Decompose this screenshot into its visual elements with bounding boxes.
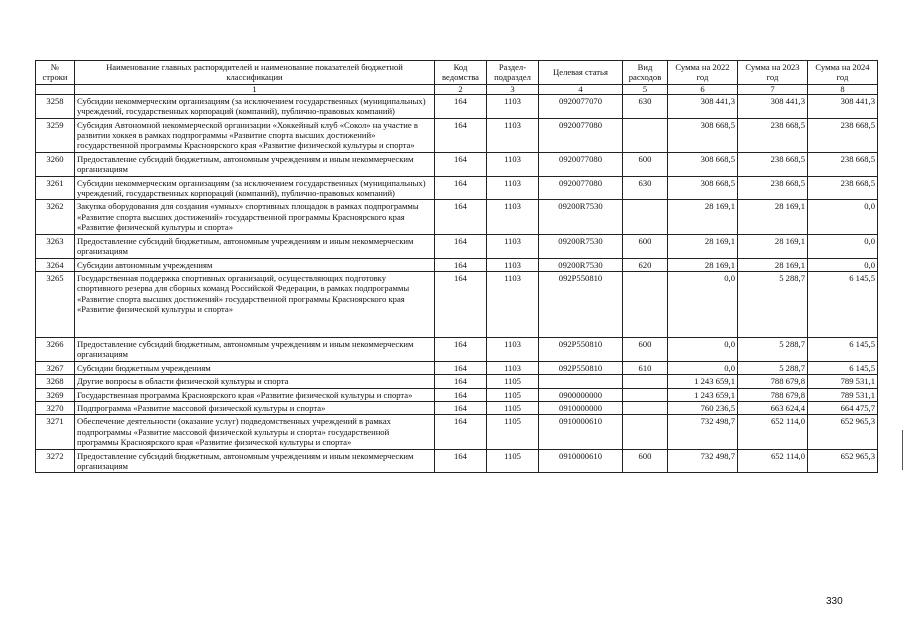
- row-sum-2022: 732 498,7: [668, 449, 738, 473]
- table-row: [36, 388, 878, 401]
- row-sum-2023: 28 169,1: [738, 234, 808, 258]
- table-row: [36, 271, 878, 337]
- row-sum-2024: 0,0: [808, 234, 878, 258]
- row-sum-2022: 28 169,1: [668, 258, 738, 271]
- row-target-article: 0920077080: [539, 118, 623, 152]
- header-section: Раздел-подраздел: [487, 61, 539, 85]
- row-dept-code: 164: [435, 361, 487, 374]
- row-dept-code: 164: [435, 401, 487, 414]
- row-sum-2023: 28 169,1: [738, 200, 808, 234]
- row-sum-2024: 0,0: [808, 200, 878, 234]
- row-sum-2022: 0,0: [668, 337, 738, 361]
- table-row: [36, 118, 878, 152]
- row-sum-2023: 652 114,0: [738, 415, 808, 449]
- row-expense-type: 600: [623, 449, 668, 473]
- column-number: 7: [738, 84, 808, 94]
- row-expense-type: 630: [623, 176, 668, 200]
- row-name: Субсидии бюджетным учреждениям: [75, 361, 435, 374]
- header-expense-type: Вид расходов: [623, 61, 668, 85]
- table-row: [36, 94, 878, 118]
- row-section: 1103: [487, 94, 539, 118]
- column-number: 6: [668, 84, 738, 94]
- row-dept-code: 164: [435, 258, 487, 271]
- row-dept-code: 164: [435, 449, 487, 473]
- row-expense-type: 630: [623, 94, 668, 118]
- row-name: Субсидии некоммерческим организациям (за исключением государственных (муниципальных) учреждений, государственных корпораций (компаний), публично-правовых компаний): [75, 176, 435, 200]
- row-number: 3258: [36, 94, 75, 118]
- row-sum-2022: 308 668,5: [668, 152, 738, 176]
- row-name: Закупка оборудования для создания «умных» спортивных площадок в рамках подпрограммы «Развитие спорта высших достижений» государственной программы Красноярского края «Развитие физической культуры и спорта»: [75, 200, 435, 234]
- row-sum-2024: 238 668,5: [808, 118, 878, 152]
- row-sum-2024: 6 145,5: [808, 271, 878, 337]
- header-row-no: № строки: [36, 61, 75, 85]
- table-row: [36, 258, 878, 271]
- row-section: 1105: [487, 415, 539, 449]
- row-number: 3272: [36, 449, 75, 473]
- row-sum-2023: 788 679,8: [738, 375, 808, 388]
- row-sum-2023: 5 288,7: [738, 271, 808, 337]
- row-sum-2022: 28 169,1: [668, 200, 738, 234]
- row-sum-2022: 760 236,5: [668, 401, 738, 414]
- table-row: [36, 401, 878, 414]
- row-section: 1105: [487, 388, 539, 401]
- column-number: 5: [623, 84, 668, 94]
- row-section: 1103: [487, 258, 539, 271]
- row-sum-2024: 789 531,1: [808, 388, 878, 401]
- row-section: 1103: [487, 234, 539, 258]
- row-expense-type: [623, 271, 668, 337]
- row-dept-code: 164: [435, 152, 487, 176]
- row-sum-2022: 308 441,3: [668, 94, 738, 118]
- row-sum-2024: 238 668,5: [808, 152, 878, 176]
- table-row: [36, 234, 878, 258]
- table-row: [36, 361, 878, 374]
- row-dept-code: 164: [435, 375, 487, 388]
- row-sum-2023: 5 288,7: [738, 361, 808, 374]
- header-dept-code: Код ведомства: [435, 61, 487, 85]
- row-name: Предоставление субсидий бюджетным, автономным учреждениям и иным некоммерческим организациям: [75, 234, 435, 258]
- row-dept-code: 164: [435, 234, 487, 258]
- row-dept-code: 164: [435, 415, 487, 449]
- row-sum-2023: 308 441,3: [738, 94, 808, 118]
- row-name: Субсидии некоммерческим организациям (за исключением государственных (муниципальных) учреждений, государственных корпораций (компаний), публично-правовых компаний): [75, 94, 435, 118]
- row-section: 1105: [487, 375, 539, 388]
- row-sum-2023: 663 624,4: [738, 401, 808, 414]
- row-section: 1103: [487, 176, 539, 200]
- row-dept-code: 164: [435, 118, 487, 152]
- row-expense-type: 610: [623, 361, 668, 374]
- column-number: 4: [539, 84, 623, 94]
- row-number: 3262: [36, 200, 75, 234]
- row-sum-2024: 789 531,1: [808, 375, 878, 388]
- page-number: 330: [826, 596, 843, 607]
- row-name: Субсидия Автономной некоммерческой организации «Хоккейный клуб «Сокол» на участие в развитии хоккея в рамках подпрограммы «Развитие спорта высших достижений» государственной программы Красноярского края «Развитие физической культуры и спорта»: [75, 118, 435, 152]
- row-sum-2023: 238 668,5: [738, 152, 808, 176]
- row-dept-code: 164: [435, 388, 487, 401]
- row-sum-2023: 788 679,8: [738, 388, 808, 401]
- row-sum-2024: 664 475,7: [808, 401, 878, 414]
- row-number: 3271: [36, 415, 75, 449]
- row-section: 1103: [487, 152, 539, 176]
- row-sum-2023: 652 114,0: [738, 449, 808, 473]
- row-expense-type: [623, 200, 668, 234]
- row-number: 3261: [36, 176, 75, 200]
- row-name: Подпрограмма «Развитие массовой физической культуры и спорта»: [75, 401, 435, 414]
- row-section: 1105: [487, 449, 539, 473]
- row-number: 3259: [36, 118, 75, 152]
- row-number: 3268: [36, 375, 75, 388]
- row-sum-2024: 0,0: [808, 258, 878, 271]
- row-sum-2023: 28 169,1: [738, 258, 808, 271]
- row-target-article: 0920077080: [539, 176, 623, 200]
- header-target-article: Целевая статья: [539, 61, 623, 85]
- table-row: [36, 176, 878, 200]
- header-name: Наименование главных распорядителей и наименование показателей бюджетной классификации: [75, 61, 435, 85]
- row-sum-2023: 238 668,5: [738, 118, 808, 152]
- row-section: 1103: [487, 361, 539, 374]
- header-sum-2023: Сумма на 2023 год: [738, 61, 808, 85]
- row-number: 3267: [36, 361, 75, 374]
- row-sum-2024: 652 965,3: [808, 415, 878, 449]
- row-number: 3269: [36, 388, 75, 401]
- column-number: [36, 84, 75, 94]
- header-sum-2022: Сумма на 2022 год: [668, 61, 738, 85]
- row-target-article: 092P550810: [539, 271, 623, 337]
- row-sum-2024: 6 145,5: [808, 337, 878, 361]
- row-target-article: [539, 375, 623, 388]
- column-number: 3: [487, 84, 539, 94]
- row-expense-type: [623, 401, 668, 414]
- row-sum-2022: 308 668,5: [668, 118, 738, 152]
- header-sum-2024: Сумма на 2024 год: [808, 61, 878, 85]
- row-name: Предоставление субсидий бюджетным, автономным учреждениям и иным некоммерческим организациям: [75, 152, 435, 176]
- row-expense-type: [623, 388, 668, 401]
- row-number: 3265: [36, 271, 75, 337]
- row-expense-type: 600: [623, 234, 668, 258]
- row-expense-type: [623, 375, 668, 388]
- row-name: Другие вопросы в области физической культуры и спорта: [75, 375, 435, 388]
- row-number: 3266: [36, 337, 75, 361]
- row-name: Обеспечение деятельности (оказание услуг) подведомственных учреждений в рамках подпрограммы «Развитие массовой физической культуры и спорта» государственной программы Красноярского края «Развитие физической культуры и спорта»: [75, 415, 435, 449]
- row-sum-2024: 652 965,3: [808, 449, 878, 473]
- budget-table-sheet: [35, 60, 877, 473]
- row-target-article: 0910000610: [539, 449, 623, 473]
- row-number: 3264: [36, 258, 75, 271]
- column-number: 2: [435, 84, 487, 94]
- table-row: [36, 375, 878, 388]
- row-target-article: 0920077080: [539, 152, 623, 176]
- row-sum-2024: 238 668,5: [808, 176, 878, 200]
- table-row: [36, 152, 878, 176]
- row-number: 3263: [36, 234, 75, 258]
- row-target-article: 0910000610: [539, 415, 623, 449]
- row-dept-code: 164: [435, 271, 487, 337]
- row-dept-code: 164: [435, 94, 487, 118]
- column-number: 1: [75, 84, 435, 94]
- budget-table: [35, 60, 878, 473]
- row-name: Государственная программа Красноярского края «Развитие физической культуры и спорта»: [75, 388, 435, 401]
- table-row: [36, 200, 878, 234]
- row-sum-2022: 0,0: [668, 361, 738, 374]
- row-sum-2022: 1 243 659,1: [668, 375, 738, 388]
- row-dept-code: 164: [435, 200, 487, 234]
- column-number: 8: [808, 84, 878, 94]
- row-dept-code: 164: [435, 176, 487, 200]
- row-name: Субсидии автономным учреждениям: [75, 258, 435, 271]
- row-expense-type: 600: [623, 337, 668, 361]
- row-number: 3260: [36, 152, 75, 176]
- row-sum-2022: 1 243 659,1: [668, 388, 738, 401]
- row-target-article: 0900000000: [539, 388, 623, 401]
- column-number-row: [36, 84, 878, 94]
- table-row: [36, 449, 878, 473]
- header-row: [36, 61, 878, 85]
- row-expense-type: 620: [623, 258, 668, 271]
- row-expense-type: 600: [623, 152, 668, 176]
- row-expense-type: [623, 118, 668, 152]
- row-dept-code: 164: [435, 337, 487, 361]
- row-section: 1103: [487, 337, 539, 361]
- row-sum-2022: 0,0: [668, 271, 738, 337]
- table-row: [36, 415, 878, 449]
- row-target-article: 0920077070: [539, 94, 623, 118]
- row-section: 1105: [487, 401, 539, 414]
- row-target-article: 092P550810: [539, 337, 623, 361]
- row-target-article: 09200R7530: [539, 200, 623, 234]
- row-section: 1103: [487, 118, 539, 152]
- row-section: 1103: [487, 271, 539, 337]
- row-name: Предоставление субсидий бюджетным, автономным учреждениям и иным некоммерческим организациям: [75, 449, 435, 473]
- row-target-article: 0910000000: [539, 401, 623, 414]
- row-sum-2024: 6 145,5: [808, 361, 878, 374]
- scan-edge-mark: [902, 430, 903, 470]
- row-sum-2022: 732 498,7: [668, 415, 738, 449]
- row-sum-2023: 5 288,7: [738, 337, 808, 361]
- row-expense-type: [623, 415, 668, 449]
- row-section: 1103: [487, 200, 539, 234]
- table-row: [36, 337, 878, 361]
- row-sum-2023: 238 668,5: [738, 176, 808, 200]
- row-name: Государственная поддержка спортивных организаций, осуществляющих подготовку спортивного резерва для сборных команд Российской Федерации, в рамках подпрограммы «Развитие спорта высших достижений» государственной программы Красноярского края «Развитие физической культуры и спорта»: [75, 271, 435, 337]
- row-number: 3270: [36, 401, 75, 414]
- row-sum-2022: 28 169,1: [668, 234, 738, 258]
- row-target-article: 092P550810: [539, 361, 623, 374]
- row-target-article: 09200R7530: [539, 234, 623, 258]
- row-sum-2022: 308 668,5: [668, 176, 738, 200]
- row-target-article: 09200R7530: [539, 258, 623, 271]
- row-sum-2024: 308 441,3: [808, 94, 878, 118]
- row-name: Предоставление субсидий бюджетным, автономным учреждениям и иным некоммерческим организациям: [75, 337, 435, 361]
